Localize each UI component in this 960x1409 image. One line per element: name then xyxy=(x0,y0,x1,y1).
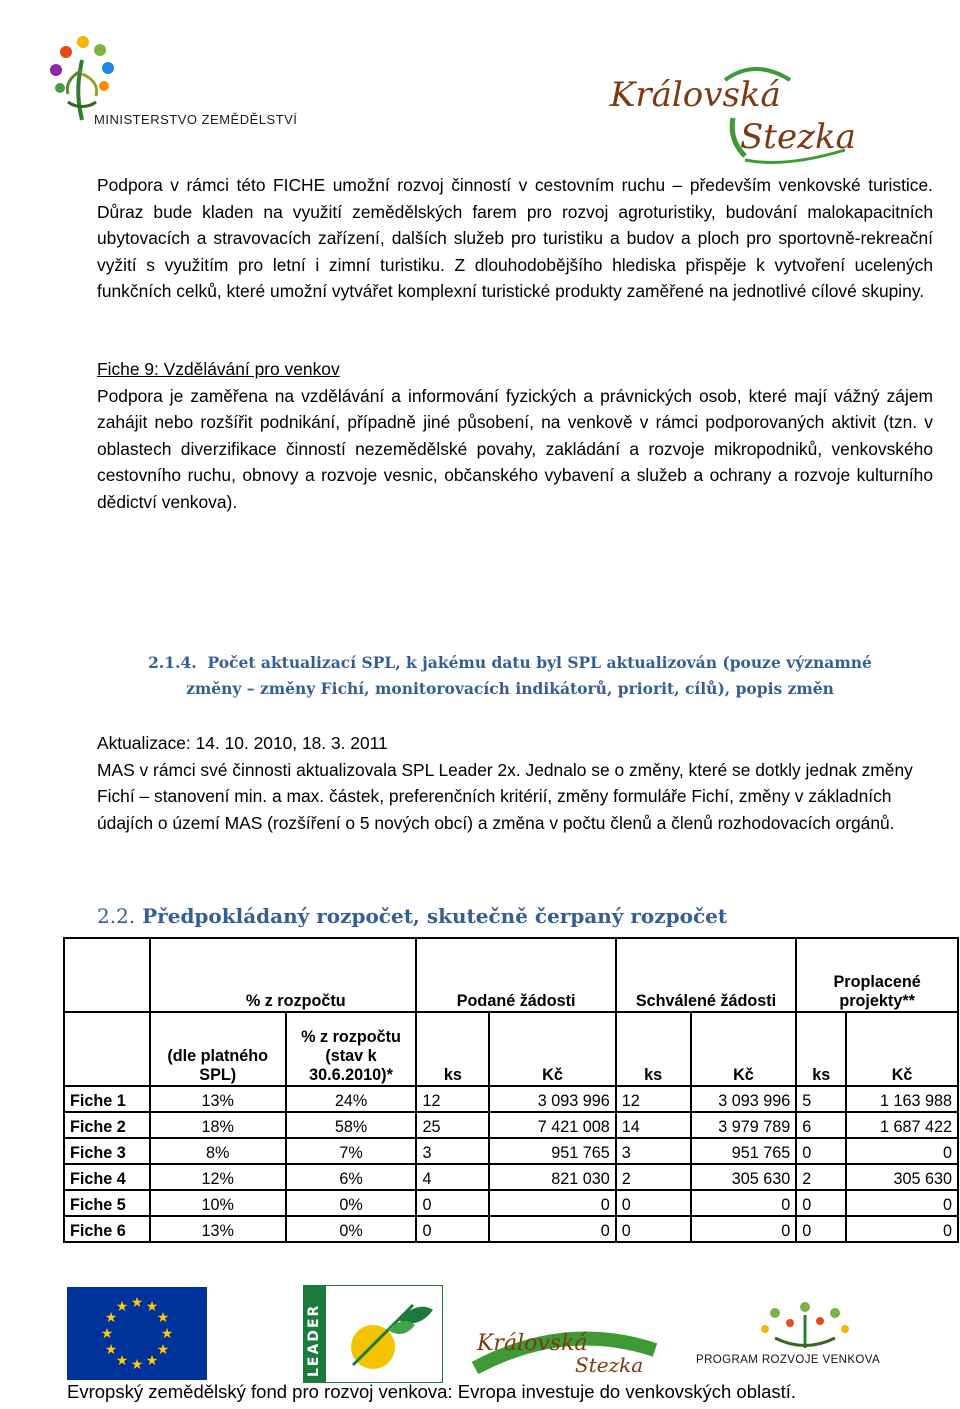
cell-sch-kc: 951 765 xyxy=(691,1138,797,1164)
header-proplacene: Proplacené projekty** xyxy=(796,938,958,1012)
cell-pro-kc: 0 xyxy=(846,1138,958,1164)
section-214-number: 2.1.4. xyxy=(148,653,197,672)
header-rozpocet: % z rozpočtu xyxy=(150,938,417,1012)
cell-pod-ks: 3 xyxy=(416,1138,489,1164)
cell-sch-ks: 2 xyxy=(616,1164,691,1190)
svg-text:★: ★ xyxy=(130,1295,144,1311)
cell-spl: 10% xyxy=(150,1190,286,1216)
cell-pro-ks: 2 xyxy=(796,1164,846,1190)
table-row xyxy=(64,1190,958,1216)
fiche9-block xyxy=(97,356,933,515)
cell-sch-kc: 305 630 xyxy=(691,1164,797,1190)
cell-stav: 0% xyxy=(286,1190,417,1216)
cell-stav: 24% xyxy=(286,1086,417,1112)
svg-text:★: ★ xyxy=(145,1353,159,1369)
cell-spl: 18% xyxy=(150,1112,286,1138)
ministry-logo-text: MINISTERSTVO ZEMĚDĚLSTVÍ xyxy=(94,112,298,127)
svg-text:Stezka: Stezka xyxy=(740,117,856,157)
table-row xyxy=(64,1112,958,1138)
svg-text:★: ★ xyxy=(156,1310,170,1326)
cell-pro-ks: 6 xyxy=(796,1112,846,1138)
svg-text:★: ★ xyxy=(100,1326,114,1342)
cell-pod-ks: 0 xyxy=(416,1190,489,1216)
table-row xyxy=(64,1086,958,1112)
header-podane: Podané žádosti xyxy=(416,938,615,1012)
section-214-title-1: Počet aktualizací SPL, k jakému datu byl SPL aktualizován (pouze významné xyxy=(207,653,872,672)
leader-logo xyxy=(303,1285,443,1383)
cell-pro-ks: 0 xyxy=(796,1190,846,1216)
cell-spl: 13% xyxy=(150,1086,286,1112)
cell-sch-kc: 0 xyxy=(691,1216,797,1242)
cell-spl: 8% xyxy=(150,1138,286,1164)
cell-pod-ks: 12 xyxy=(416,1086,489,1112)
section-214-title-2: změny – změny Fichí, monitorovacích indikátorů, priorit, cílů), popis změn xyxy=(186,679,834,698)
section-22-heading xyxy=(97,904,727,928)
cell-stav: 58% xyxy=(286,1112,417,1138)
section-214-heading xyxy=(130,650,890,702)
cell-pro-ks: 0 xyxy=(796,1216,846,1242)
svg-text:Královská: Královská xyxy=(610,75,781,115)
table-header-row-2 xyxy=(64,1012,958,1086)
cell-pro-ks: 0 xyxy=(796,1138,846,1164)
header-podane-kc: Kč xyxy=(489,1012,616,1086)
svg-text:Královská: Královská xyxy=(477,1331,588,1356)
row-label: Fiche 4 xyxy=(64,1164,150,1190)
eu-flag-logo xyxy=(67,1287,207,1380)
svg-text:★: ★ xyxy=(145,1299,159,1315)
svg-text:★: ★ xyxy=(115,1353,129,1369)
cell-sch-kc: 0 xyxy=(691,1190,797,1216)
cell-spl: 13% xyxy=(150,1216,286,1242)
cell-pod-kc: 951 765 xyxy=(489,1138,616,1164)
cell-sch-ks: 14 xyxy=(616,1112,691,1138)
row-label: Fiche 3 xyxy=(64,1138,150,1164)
cell-pod-ks: 25 xyxy=(416,1112,489,1138)
table-row xyxy=(64,1138,958,1164)
svg-text:★: ★ xyxy=(104,1342,118,1358)
row-label: Fiche 2 xyxy=(64,1112,150,1138)
cell-stav: 6% xyxy=(286,1164,417,1190)
kralovska-stezka-footer-logo xyxy=(465,1290,665,1380)
table-row xyxy=(64,1164,958,1190)
row-label: Fiche 6 xyxy=(64,1216,150,1242)
cell-pro-kc: 1 163 988 xyxy=(846,1086,958,1112)
fiche9-text: Podpora je zaměřena na vzdělávání a informování fyzických a právnických osob, které mají vážný zájem zahájit nebo rozšířit podnikání, případně jiné působení, na venkově v rámci podporovaných aktivit (tzn. v oblastech diverzifikace činností nezemědělské povahy, zakládání a rozvoje mikropodniků, venkovského cestovního ruchu, obnovy a rozvoje vesnic, občanského vybavení a služeb a ochrany a rozvoje kulturního dědictví venkova). xyxy=(97,385,933,512)
cell-pro-kc: 1 687 422 xyxy=(846,1112,958,1138)
kralovska-stezka-logo xyxy=(605,60,865,170)
header-podane-ks: ks xyxy=(416,1012,489,1086)
cell-stav: 7% xyxy=(286,1138,417,1164)
cell-spl: 12% xyxy=(150,1164,286,1190)
svg-text:★: ★ xyxy=(115,1299,129,1315)
cell-sch-ks: 0 xyxy=(616,1216,691,1242)
svg-text:★: ★ xyxy=(156,1342,170,1358)
section-22-title: Předpokládaný rozpočet, skutečně čerpaný rozpočet xyxy=(142,904,728,928)
section-214-body xyxy=(97,730,933,836)
cell-pod-ks: 4 xyxy=(416,1164,489,1190)
cell-pro-kc: 0 xyxy=(846,1190,958,1216)
cell-stav: 0% xyxy=(286,1216,417,1242)
cell-pod-kc: 0 xyxy=(489,1216,616,1242)
section-22-number: 2.2. xyxy=(97,904,136,928)
svg-text:★: ★ xyxy=(130,1357,144,1373)
cell-sch-kc: 3 093 996 xyxy=(691,1086,797,1112)
header-schvalene-kc: Kč xyxy=(691,1012,797,1086)
cell-pod-ks: 0 xyxy=(416,1216,489,1242)
header-dle-spl: (dle platného SPL) xyxy=(150,1012,286,1086)
cell-sch-ks: 12 xyxy=(616,1086,691,1112)
table-row xyxy=(64,1216,958,1242)
budget-table xyxy=(63,937,959,1243)
cell-pro-ks: 5 xyxy=(796,1086,846,1112)
svg-text:Stezka: Stezka xyxy=(575,1353,644,1377)
table-header-row-1 xyxy=(64,938,958,1012)
svg-text:★: ★ xyxy=(160,1326,174,1342)
cell-pro-kc: 305 630 xyxy=(846,1164,958,1190)
header-stav: % z rozpočtu (stav k 30.6.2010)* xyxy=(286,1012,417,1086)
svg-text:LEADER: LEADER xyxy=(306,1303,322,1377)
cell-sch-ks: 3 xyxy=(616,1138,691,1164)
prv-logo-text: PROGRAM ROZVOJE VENKOVA xyxy=(696,1354,881,1366)
cell-pod-kc: 821 030 xyxy=(489,1164,616,1190)
intro-paragraph: Podpora v rámci této FICHE umožní rozvoj činností v cestovním ruchu – především venkovské turistice. Důraz bude kladen na využití zemědělských farem pro rozvoj agroturistiky, budování malokapacitních ubytovacích a stravovacích zařízení, dalších služeb pro turistiku a budov a ploch pro sportovně-rekreační vyžití s využitím pro letní i zimní turistiku. Z dlouhodobějšího hlediska přispěje k vytvoření ucelených funkčních celků, které umožní vytvářet komplexní turistické produkty zaměřené na jednotlivé cílové skupiny. xyxy=(97,175,933,301)
updates-line: Aktualizace: 14. 10. 2010, 18. 3. 2011 xyxy=(97,733,388,753)
header-proplacene-ks: ks xyxy=(796,1012,846,1086)
section-214-text: MAS v rámci své činnosti aktualizovala SPL Leader 2x. Jednalo se o změny, které se dotkly jednak změny Fichí – stanovení min. a max. částek, preferenčních kritérií, změny formuláře Fichí, změny v základních údajích o území MAS (rozšíření o 5 nových obcí) a změna v počtu členů a členů rozhodovacích orgánů. xyxy=(97,759,913,833)
header-schvalene: Schválené žádosti xyxy=(616,938,797,1012)
header-proplacene-kc: Kč xyxy=(846,1012,958,1086)
footer-eafrd-line: Evropský zemědělský fond pro rozvoj venkova: Evropa investuje do venkovských oblastí. xyxy=(67,1381,797,1402)
cell-sch-ks: 0 xyxy=(616,1190,691,1216)
cell-pod-kc: 3 093 996 xyxy=(489,1086,616,1112)
cell-pod-kc: 0 xyxy=(489,1190,616,1216)
fiche9-heading: Fiche 9: Vzdělávání pro venkov xyxy=(97,359,340,379)
header-schvalene-ks: ks xyxy=(616,1012,691,1086)
row-label: Fiche 1 xyxy=(64,1086,150,1112)
svg-text:★: ★ xyxy=(104,1310,118,1326)
cell-pod-kc: 7 421 008 xyxy=(489,1112,616,1138)
cell-pro-kc: 0 xyxy=(846,1216,958,1242)
row-label: Fiche 5 xyxy=(64,1190,150,1216)
cell-sch-kc: 3 979 789 xyxy=(691,1112,797,1138)
